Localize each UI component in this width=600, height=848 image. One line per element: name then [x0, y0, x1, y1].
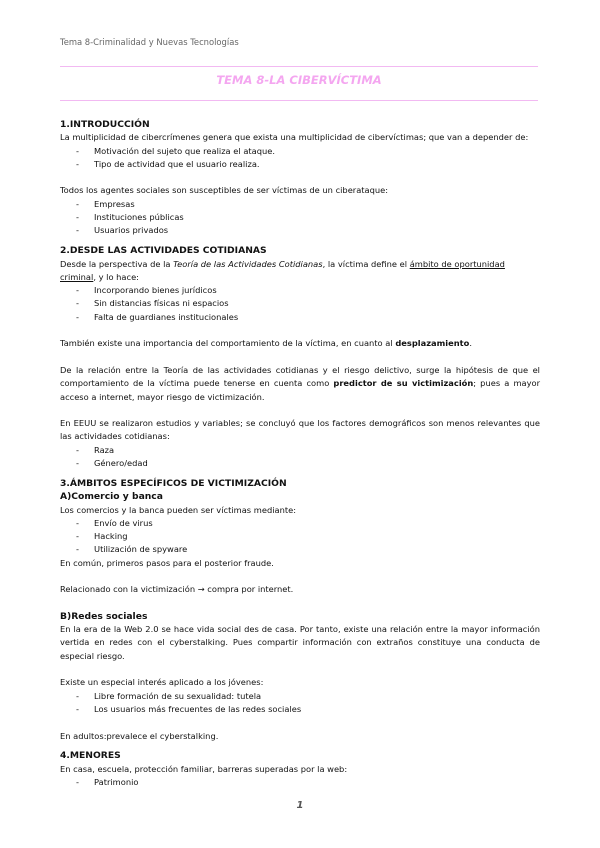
- bullet-list: [60, 444, 540, 471]
- paragraph: También existe una importancia del comportamiento de la víctima, en cuanto al desplazamiento.: [60, 338, 472, 349]
- list-item: - Libre formación de su sexualidad: tutela: [60, 690, 540, 703]
- paragraph: En EEUU se realizaron estudios y variables; se concluyó que los factores demográficos son menos relevantes que las actividades cotidianas:: [60, 418, 540, 442]
- section-heading-ambitos: 3.ÁMBITOS ESPECÍFICOS DE VICTIMIZACIÓN: [60, 477, 287, 489]
- paragraph: Todos los agentes sociales son susceptibles de ser víctimas de un ciberataque:: [60, 185, 389, 196]
- list-item: - Sin distancias físicas ni espacios: [60, 297, 540, 310]
- section-heading-actividades: 2.DESDE LAS ACTIVIDADES COTIDIANAS: [60, 245, 267, 257]
- list-item: - Incorporando bienes jurídicos: [60, 284, 540, 297]
- bullet-list: [60, 517, 540, 557]
- subsection-heading-comercio: A)Comercio y banca: [60, 491, 163, 503]
- list-item: - Utilización de spyware: [60, 543, 540, 556]
- running-header: Tema 8-Criminalidad y Nuevas Tecnologías: [60, 37, 239, 47]
- paragraph: La multiplicidad de cibercrímenes genera que exista una multiplicidad de cibervíctimas; que van a depender de:: [60, 132, 529, 143]
- list-item: - Hacking: [60, 530, 540, 543]
- paragraph: De la relación entre la Teoría de las actividades cotidianas y el riesgo delictivo, surge la hipótesis de que el comportamiento de la víctima puede tenerse en cuenta como predictor de su victimización; pues a mayor acceso a internet, mayor riesgo de victimización.: [60, 364, 541, 402]
- bullet-list: [60, 284, 540, 324]
- bullet-list: [60, 198, 540, 238]
- title-rule-top: [60, 66, 538, 67]
- document-body: [60, 118, 540, 789]
- list-item: - Usuarios privados: [60, 224, 540, 237]
- list-item: - Tipo de actividad que el usuario realiza.: [60, 158, 540, 171]
- paragraph: Relacionado con la victimización → compra por internet.: [60, 584, 294, 595]
- list-item: - Empresas: [60, 198, 540, 211]
- title-rule-bottom: [60, 100, 538, 101]
- section-heading-introduccion: 1.INTRODUCCIÓN: [60, 119, 150, 130]
- paragraph: En adultos:prevalece el cyberstalking.: [60, 730, 219, 741]
- list-item: - Motivación del sujeto que realiza el ataque.: [60, 145, 540, 158]
- subsection-heading-redes: B)Redes sociales: [60, 610, 148, 622]
- list-item: - Género/edad: [60, 457, 540, 470]
- list-item: - Falta de guardianes institucionales: [60, 311, 540, 324]
- bullet-list: [60, 776, 540, 789]
- paragraph: Existe un especial interés aplicado a los jóvenes:: [60, 677, 264, 688]
- paragraph: Los comercios y la banca pueden ser víctimas mediante:: [60, 504, 297, 515]
- paragraph: En la era de la Web 2.0 se hace vida social des de casa. Por tanto, existe una relación entre la mayor información vertida en redes con el cyberstalking. Pues compartir información con extraños constituye una conducta de especial riesgo.: [60, 624, 540, 661]
- document-title: TEMA 8-LA CIBERVÍCTIMA: [216, 73, 382, 87]
- bullet-list: [60, 690, 540, 717]
- paragraph: En casa, escuela, protección familiar, barreras superadas por la web:: [60, 763, 348, 774]
- bullet-list: [60, 145, 540, 172]
- section-heading-menores: 4.MENORES: [60, 750, 121, 762]
- list-item: - Raza: [60, 444, 540, 457]
- paragraph: En común, primeros pasos para el posterior fraude.: [60, 557, 274, 568]
- list-item: - Envío de virus: [60, 517, 540, 530]
- list-item: - Los usuarios más frecuentes de las redes sociales: [60, 703, 540, 716]
- list-item: - Patrimonio: [60, 776, 540, 789]
- list-item: - Instituciones públicas: [60, 211, 540, 224]
- page-number: 1: [296, 800, 304, 811]
- paragraph: Desde la perspectiva de la Teoría de las Actividades Cotidianas, la víctima define el ámbito de oportunidad criminal, y lo hace:: [60, 258, 505, 282]
